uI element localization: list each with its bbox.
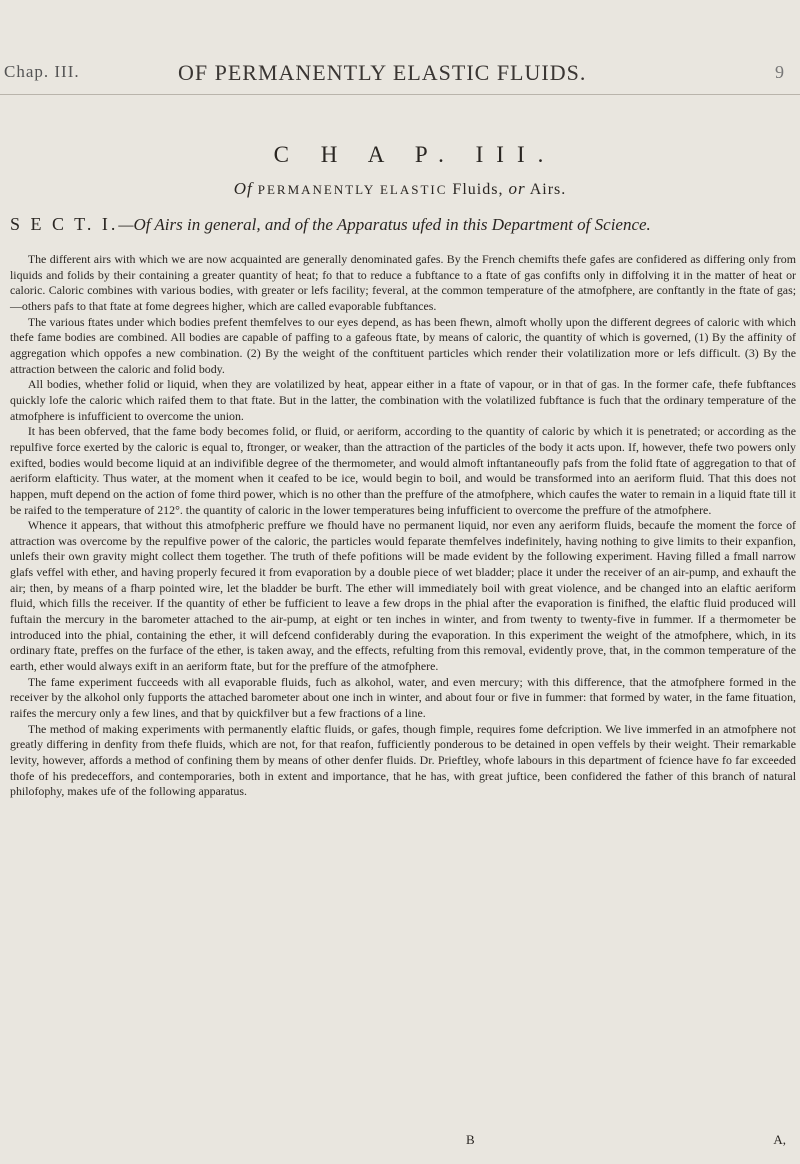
paragraph: It has been obferved, that the fame body becomes folid, or fluid, or aeriform, according to the quantity of caloric by which it is penetrated; or according as the repulfive force exerted by the caloric is equal to, ftronger, or weaker, than the attraction of the particles of the body it acts upon. If, however, thefe two powers only exifted, bodies would become liquid at an indivifible degree of the thermometer, and would almoft inftantaneoufly pafs from the folid ftate of aggregation to that of aeriform elafticity. Thus water, at the moment when it ceafed to be ice, would begin to boil, and would be transformed into an aeriform fluid. That this does not happen, muft depend on the action of fome third power, which is no other than the preffure of the atmofphere, which caufes the water to remain in a liquid ftate till it be raifed to the temperature of 212°. the quantity of caloric in the lower temperatures being infufficient to overcome the preffure of the atmofphere. — [10, 424, 796, 517]
page-footer — [0, 1132, 800, 1152]
paragraph: The fame experiment fucceeds with all evaporable fluids, fuch as alkohol, water, and even mercury; with this difference, that the atmofphere formed in the receiver by the alkohol only fupports the attached barometer about one inch in winter, and about four or five in fummer: that formed by water, in the fame fituation, raifes the mercury only a few lines, and that by quickfilver but a few fractions of a line. — [10, 674, 796, 721]
running-head — [0, 52, 800, 92]
subtitle-fluids: Fluids, — [452, 181, 504, 198]
subtitle-caps: PERMANENTLY ELASTIC — [257, 182, 448, 197]
paragraph: All bodies, whether folid or liquid, when they are volatilized by heat, appear either in a ftate of vapour, or in that of gas. In the former cafe, thefe fubftances quickly lofe the caloric which raifed them to that ftate. But in the latter, the combination with the volatilized fubftance is fuch that the ordinary temperature of the atmofphere is infufficient to overcome the union. — [10, 377, 796, 423]
section-heading — [10, 214, 792, 235]
running-head-chapter: Chap. III. — [4, 62, 80, 81]
chapter-subtitle — [0, 179, 800, 199]
paragraph: The method of making experiments with permanently elaftic fluids, or gafes, though fimple, requires fome defcription. We live immerfed in an atmofphere not greatly differing in denfity from thefe fluids, which are not, for that reafon, fufficiently ponderous to be detained in open veffels by their weight. Their remarkable levity, however, affords a method of confining them by means of other denfer fluids. Dr. Prieftley, whofe labours in this department of fcience have fo far exceeded thofe of his predeceffors, and contemporaries, both in extent and importance, that he has, with great juftice, been confidered the father of this branch of natural philofophy, makes ufe of the following apparatus. — [10, 721, 796, 799]
header-rule — [0, 94, 800, 95]
subtitle-or: or — [508, 179, 526, 198]
chapter-title: C H A P. III. — [273, 142, 557, 167]
subtitle-airs: Airs. — [529, 181, 567, 198]
subtitle-of: Of — [233, 179, 253, 198]
section-label: S E C T. I. — [10, 214, 119, 234]
paragraph: The various ftates under which bodies prefent themfelves to our eyes depend, as has been fhewn, almoft wholly upon the different degrees of caloric with which thefe fame bodies are combined. All bodies are capable of paffing to a gafeous ftate, by means of caloric, the quantity of which is governed, (1) By the affinity of aggregation which oppofes a new combination. (2) By the weight of the conftituent particles which render their volatilization more or lefs difficult. (3) By the attraction between the caloric and folid body. — [10, 314, 796, 376]
page-number: 9 — [775, 62, 784, 82]
running-head-title: OF PERMANENTLY ELASTIC FLUIDS. — [178, 60, 587, 85]
signature-mark: B — [466, 1132, 475, 1147]
section-title: —Of Airs in general, and of the Apparatus ufed in this Department of Science. — [118, 215, 651, 234]
paragraph: Whence it appears, that without this atmofpheric preffure we fhould have no permanent liquid, nor even any aeriform fluids, becaufe the moment the force of attraction was overcome by the repulfive power of the caloric, the particles would feparate themfelves indefinitely, having nothing to give limits to their expanfion, unlefs their own gravity might collect them together. The truth of thefe pofitions will be made evident by the following experiment. Having filled a fmall narrow glafs veffel with ether, and having properly fecured it from evaporation by a double piece of wet bladder; place it under the receiver of an air-pump, and exhauft the air; then, by means of a fharp pointed wire, let the bladder be burft. The ether will immediately boil with great violence, and be changed into an elaftic aeriform fluid, which fills the receiver. If the quantity of ether be fufficient to leave a few drops in the phial after the evaporation is finifhed, the elaftic fluid produced will fuftain the mercury in the barometer attached to the air-pump, at eight or ten inches in winter, and from twenty to twenty-five in fummer. If a thermometer be introduced into the phial, containing the ether, it will defcend confiderably during the evaporation. In this experiment the weight of the atmofphere, which, in its ordinary ftate, preffes on the furface of the ether, is taken away, and the effects, refulting from this removal, evidently prove, that, in the common temperature of the earth, ether would always exift in an aeriform ftate, but for the preffure of the atmofphere. — [10, 518, 796, 674]
body-text — [10, 252, 796, 800]
catchword: A, — [773, 1132, 786, 1147]
paragraph: The different airs with which we are now acquainted are generally denominated gafes. By the French chemifts thefe gafes are confidered as differing only from liquids and folids by their containing a greater quantity of heat; fo that to reduce a fubftance to a ftate of gas confifts only in diffolving it in the matter of heat or caloric. Caloric combines with various bodies, with greater or lefs facility; feveral, at the common temperature of the atmofphere, are conftantly in the ftate of gas;—others pafs to that ftate at fome degrees higher, which are called evaporable fubftances. — [10, 252, 796, 313]
